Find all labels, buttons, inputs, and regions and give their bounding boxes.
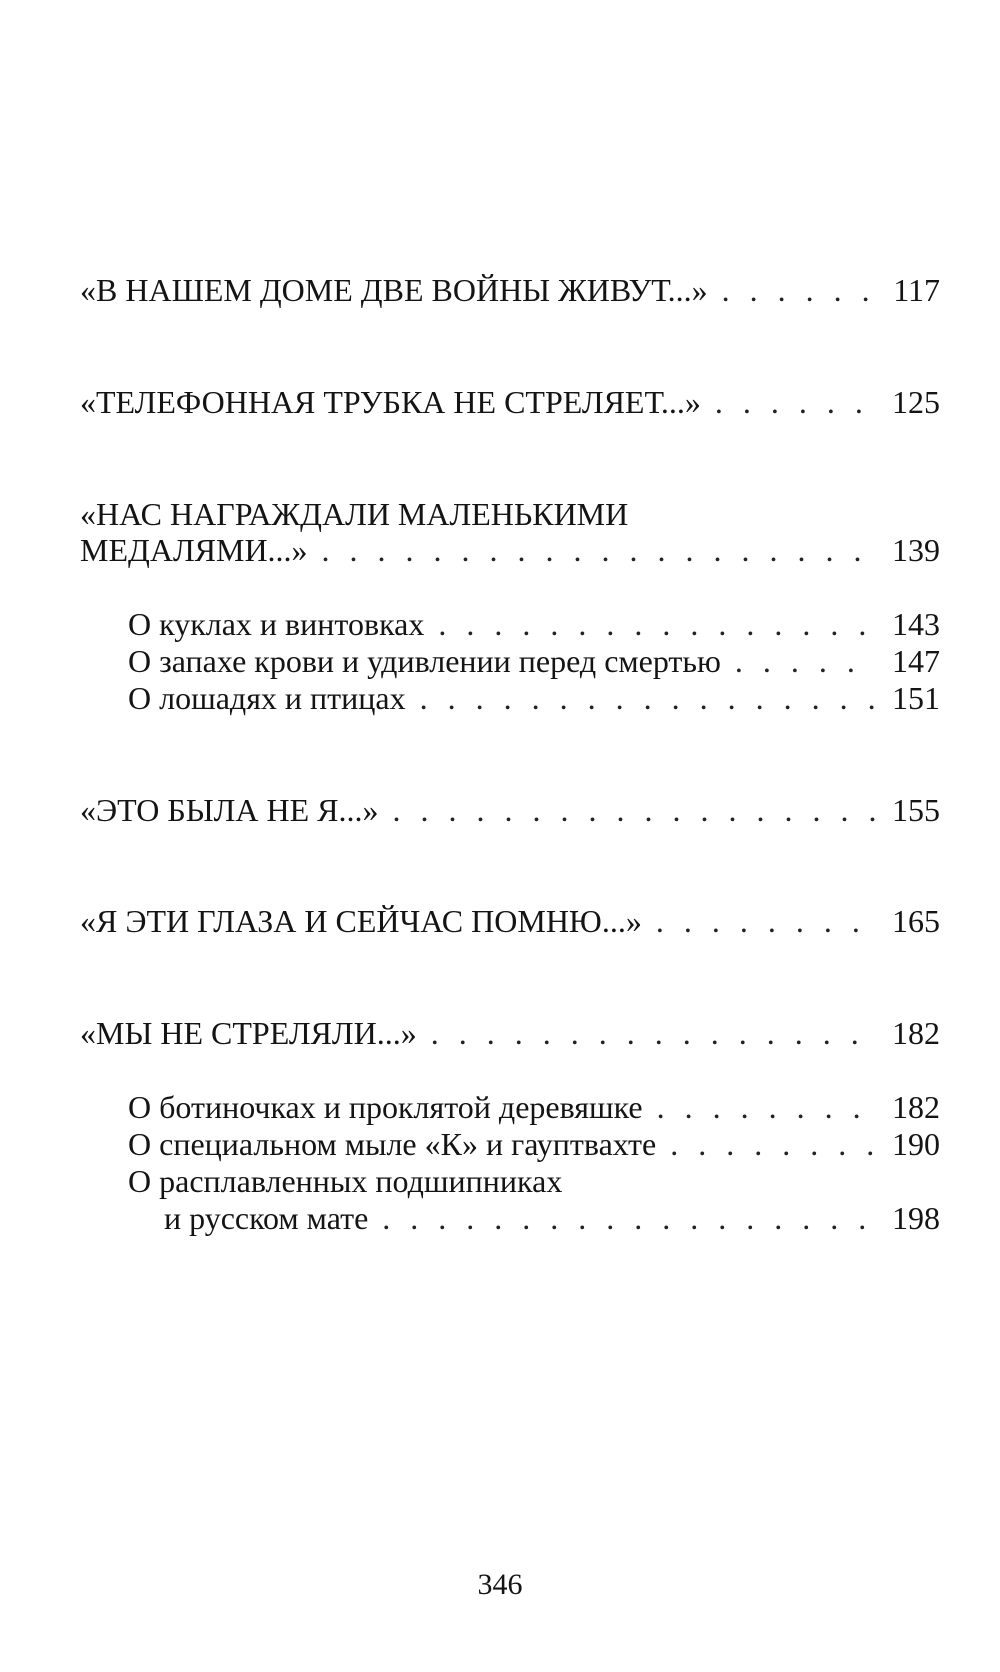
toc-subentry-title: О специальном мыле «К» и гауптвахте	[128, 1126, 657, 1162]
toc-entry-page: 125	[892, 384, 940, 420]
toc-entry	[80, 1013, 940, 1053]
toc-entry-title-line1: «НАС НАГРАЖДАЛИ МАЛЕНЬКИМИ	[80, 496, 629, 532]
toc-subentry-title-line1: О расплавленных подшипниках	[128, 1163, 563, 1199]
toc-entry-title: «ТЕЛЕФОННАЯ ТРУБКА НЕ СТРЕЛЯЕТ...»	[80, 384, 701, 420]
toc-subentry	[128, 1124, 940, 1164]
toc-subentry	[128, 1087, 940, 1127]
dot-leader	[657, 1087, 876, 1127]
toc-entry	[80, 901, 940, 941]
page-number: 346	[477, 1568, 523, 1601]
toc-entry-title: «МЫ НЕ СТРЕЛЯЛИ...»	[80, 1015, 417, 1051]
dot-leader	[670, 1124, 876, 1164]
toc-subentry	[164, 1198, 940, 1238]
toc-subentry-page: 147	[892, 643, 940, 679]
dot-leader	[438, 604, 876, 644]
toc-subentry-title: О лошадях и птицах	[128, 680, 406, 716]
toc-subentry-page: 143	[892, 606, 940, 642]
toc-subentry	[128, 604, 940, 644]
toc-subentry-page: 198	[892, 1200, 940, 1236]
toc-subentry-page: 151	[892, 680, 940, 716]
dot-leader	[722, 270, 876, 310]
toc-subentry-title: О ботиночках и проклятой деревяшке	[128, 1089, 643, 1125]
dot-leader	[735, 641, 876, 681]
toc-subentry-title-line2: и русском мате	[164, 1200, 369, 1236]
toc-entry-title: «ЭТО БЫЛА НЕ Я...»	[80, 792, 379, 828]
toc-subentry-title: О запахе крови и удивлении перед смертью	[128, 643, 721, 679]
toc-entry	[80, 790, 940, 830]
dot-leader	[431, 1013, 876, 1053]
toc-subentry-title: О куклах и винтовках	[128, 606, 425, 642]
dot-leader	[392, 790, 876, 830]
dot-leader	[715, 382, 876, 422]
dot-leader	[656, 901, 876, 941]
dot-leader	[382, 1198, 876, 1238]
toc-entry-page: 139	[892, 532, 940, 568]
toc-entry	[80, 270, 940, 310]
toc-entry-page: 165	[892, 903, 940, 939]
toc-entry	[80, 382, 940, 422]
toc-entry-page: 155	[892, 792, 940, 828]
toc-entry-title: «Я ЭТИ ГЛАЗА И СЕЙЧАС ПОМНЮ...»	[80, 903, 642, 939]
toc-entry-page: 182	[892, 1015, 940, 1051]
toc-entry	[80, 530, 940, 570]
dot-leader	[420, 678, 876, 718]
toc-subentry	[128, 678, 940, 718]
toc-subentry-page: 190	[892, 1126, 940, 1162]
toc-entry-title-line2: МЕДАЛЯМИ...»	[80, 532, 308, 568]
toc-subentry	[128, 641, 940, 681]
toc-entry-page: 117	[893, 272, 940, 308]
dot-leader	[322, 530, 876, 570]
toc-entry-title: «В НАШЕМ ДОМЕ ДВЕ ВОЙНЫ ЖИВУТ...»	[80, 272, 708, 308]
toc-subentry-page: 182	[892, 1089, 940, 1125]
